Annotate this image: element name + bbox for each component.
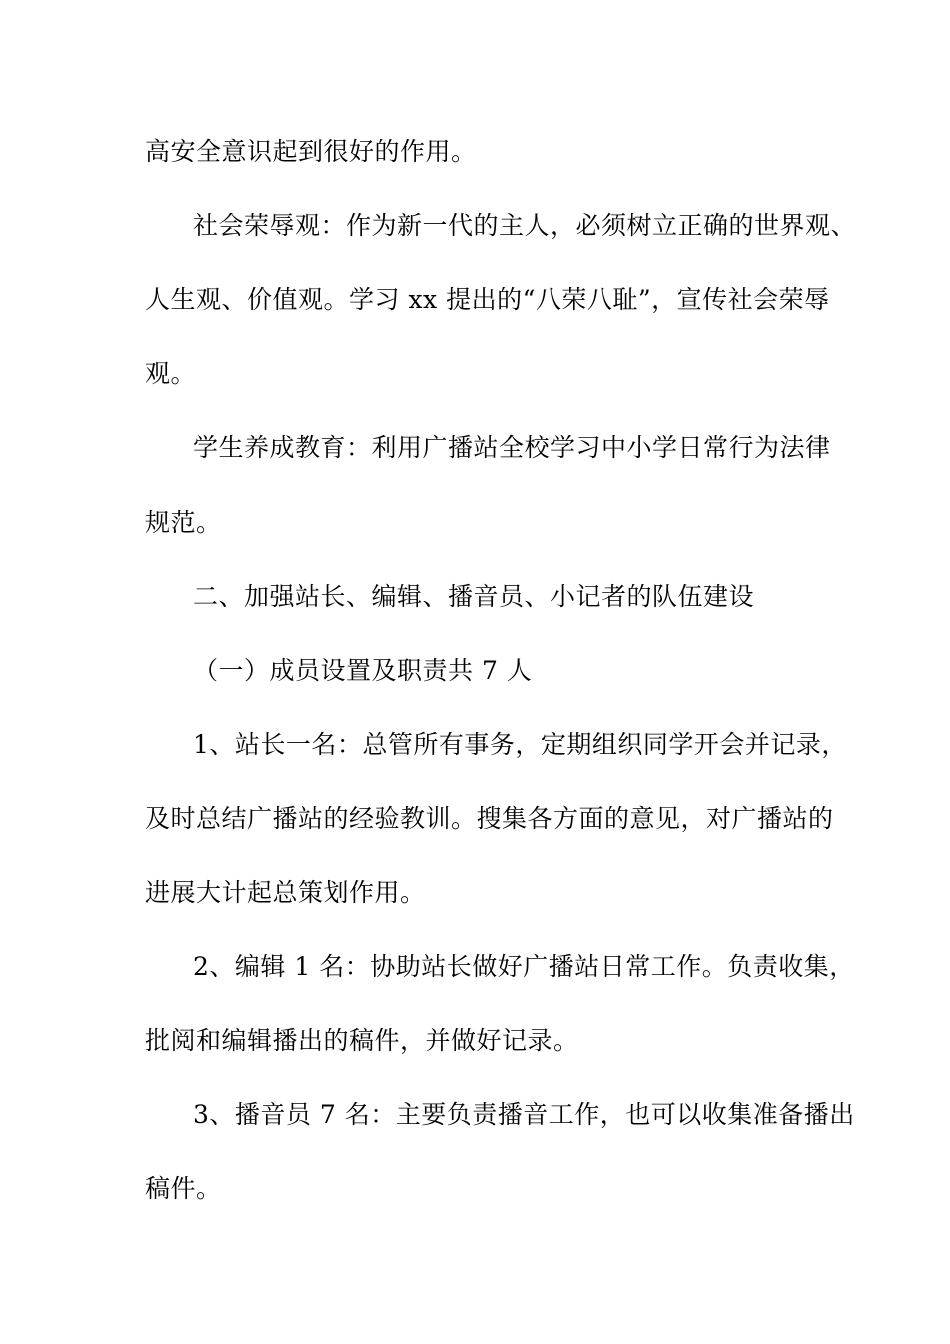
paragraph-start-line: 社会荣辱观：作为新一代的主人，必须树立正确的世界观、 bbox=[193, 211, 857, 240]
paragraph-start-line: 3、播音员 7 名：主要负责播音工作，也可以收集准备播出 bbox=[193, 1100, 855, 1129]
text-line: 观。 bbox=[145, 359, 197, 388]
section-heading: 二、加强站长、编辑、播音员、小记者的队伍建设 bbox=[193, 582, 755, 611]
paragraph-start-line: 1、站长一名：总管所有事务，定期组织同学开会并记录， bbox=[193, 730, 847, 759]
text-line: 高安全意识起到很好的作用。 bbox=[145, 137, 477, 166]
text-line: 规范。 bbox=[145, 508, 222, 537]
text-line: 批阅和编辑播出的稿件，并做好记录。 bbox=[145, 1026, 579, 1055]
text-line: 人生观、价值观。学习 xx 提出的“八荣八耻”，宣传社会荣辱 bbox=[145, 285, 830, 314]
text-line: 进展大计起总策划作用。 bbox=[145, 878, 426, 907]
text-line: 稿件。 bbox=[145, 1174, 222, 1203]
paragraph-start-line: 学生养成教育：利用广播站全校学习中小学日常行为法律 bbox=[193, 433, 831, 462]
paragraph-start-line: 2、编辑 1 名：协助站长做好广播站日常工作。负责收集， bbox=[193, 952, 855, 981]
subsection-heading: （一）成员设置及职责共 7 人 bbox=[193, 656, 533, 685]
text-line: 及时总结广播站的经验教训。搜集各方面的意见，对广播站的 bbox=[145, 804, 834, 833]
